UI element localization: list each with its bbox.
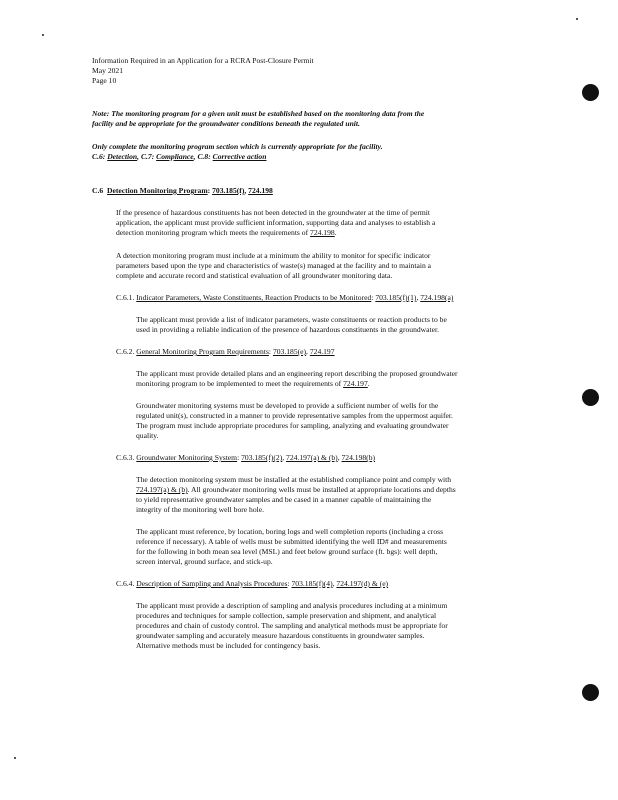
c63-para1-text: . All groundwater monitoring wells must be installed at appropriate locations and depths (187, 485, 456, 494)
separator: , (306, 347, 310, 356)
separator: : (207, 186, 213, 195)
ref-724-197-link[interactable]: 724.197 (309, 347, 335, 356)
section-c62-heading (116, 347, 335, 357)
c8-label: , C.8: (193, 152, 213, 161)
c62-para2-line1: Groundwater monitoring systems must be developed to provide a sufficient number of wells for the (136, 401, 439, 410)
ref-724-198-a-link[interactable]: 724.198(a) (420, 293, 454, 302)
c62-para2-line3: The program must include appropriate procedures for sampling, analyzing and evaluating groundwater (136, 421, 449, 430)
section-c61-heading (116, 293, 453, 303)
separator: , (337, 453, 342, 462)
section-c61-number: C.6.1. (116, 293, 137, 302)
c62-para2-line2: regulated unit(s), constructed in a manner to provide representative samples from the uppermost aquifer. (136, 411, 453, 420)
c63-para1-line3: to yield representative groundwater samples and be cased in a manner capable of maintaining the (136, 495, 432, 504)
ref-724-198-link[interactable]: 724.198 (310, 228, 335, 237)
c7-label: , C.7: (137, 152, 157, 161)
c64-para-line5: Alternative methods must be included for contingency basis. (136, 641, 321, 650)
ref-724-197-ab-link[interactable]: 724.197(a) & (b) (136, 485, 188, 494)
c61-para-line1: The applicant must provide a list of indicator parameters, waste constituents or reaction products to be (136, 315, 447, 324)
c63-para2-line1: The applicant must reference, by location, boring logs and well completion reports (including a cross (136, 527, 444, 536)
separator: , (282, 453, 287, 462)
header-title: Information Required in an Application for a RCRA Post-Closure Permit (92, 56, 314, 65)
ref-724-197-ab-link[interactable]: 724.197(a) & (b) (286, 453, 338, 462)
corrective-action-link[interactable]: Corrective action (212, 152, 267, 161)
c64-para-line2: procedures and techniques for sample collection, sample preservation and shipment, and analytical (136, 611, 437, 620)
section-c6-heading (92, 186, 273, 196)
section-c63-heading (116, 453, 375, 463)
ref-724-198-b-link[interactable]: 724.198(b) (341, 453, 376, 462)
ref-724-197-de-link[interactable]: 724.197(d) & (e) (336, 579, 389, 588)
c62-para2-line4: quality. (136, 431, 159, 440)
separator: : (237, 453, 242, 462)
binder-hole-top (582, 84, 599, 101)
section-c62-title: General Monitoring Program Requirements (136, 347, 269, 356)
scan-speck (576, 18, 578, 20)
c64-para-line4: groundwater sampling and accurately measure hazardous constituents in groundwater samples. (136, 631, 425, 640)
c6-para2-line3: complete and accurate record and statistical evaluation of all groundwater monitoring data. (116, 271, 393, 280)
note-line-1: Note: The monitoring program for a given unit must be established based on the monitoring data from the (92, 109, 425, 118)
ref-703-185-f1-link[interactable]: 703.185(f)(1) (375, 293, 417, 302)
scan-speck (42, 34, 44, 36)
ref-724-197-link[interactable]: 724.197 (343, 379, 368, 388)
c63-para1-line1: The detection monitoring system must be installed at the established compliance point and comply with (136, 475, 452, 484)
section-c62-number: C.6.2. (116, 347, 137, 356)
only-complete-line-2 (92, 152, 266, 162)
c63-para2-line4: screen interval, ground surface, and stick-up. (136, 557, 273, 566)
only-complete-line-1: Only complete the monitoring program section which is currently appropriate for the facility. (92, 142, 383, 151)
separator: : (371, 293, 376, 302)
c6-label: C.6: (92, 152, 108, 161)
binder-hole-bottom (582, 684, 599, 701)
c62-para1-text: monitoring program to be implemented to meet the requirements of (136, 379, 344, 388)
c64-para-line3: procedures and chain of custody control. The sampling and analytical methods must be appropriate for (136, 621, 448, 630)
c64-para-line1: The applicant must provide a description of sampling and analysis procedures including at a minimum (136, 601, 448, 610)
section-c64-heading (116, 579, 388, 589)
c62-para1-line2 (136, 379, 370, 389)
c6-para2-line2: parameters based upon the type and characteristics of waste(s) managed at the facility and to maintain a (116, 261, 432, 270)
note-line-2: facility and be appropriate for the groundwater conditions beneath the regulated unit. (92, 119, 360, 128)
ref-703-185-f-link[interactable]: 703.185(f) (212, 186, 245, 195)
separator: : (268, 347, 273, 356)
ref-724-198-link[interactable]: 724.198 (248, 186, 273, 195)
detection-link[interactable]: Detection (107, 152, 138, 161)
separator: , (244, 186, 249, 195)
header-page: Page 10 (92, 76, 117, 85)
c63-para1-line2 (136, 485, 456, 495)
period: . (334, 228, 337, 237)
section-c63-number: C.6.3. (116, 453, 137, 462)
header-date: May 2021 (92, 66, 124, 75)
c61-para-line2: used in providing a reliable indication of the presence of hazardous constituents in the groundwater. (136, 325, 440, 334)
binder-hole-middle (582, 389, 599, 406)
compliance-link[interactable]: Compliance (156, 152, 194, 161)
section-c64-number: C.6.4. (116, 579, 137, 588)
c63-para2-line3: for the following in both mean sea level (MSL) and feet below ground surface (ft. bgs): well depth, (136, 547, 438, 556)
section-c63-title: Groundwater Monitoring System (136, 453, 238, 462)
section-c6-title: Detection Monitoring Program (106, 186, 208, 195)
section-c6-number: C.6 (92, 186, 104, 195)
section-c61-title: Indicator Parameters, Waste Constituents, Reaction Products to be Monitored (136, 293, 372, 302)
c63-para1-line4: integrity of the monitoring well bore hole. (136, 505, 265, 514)
section-c64-title: Description of Sampling and Analysis Procedures (136, 579, 288, 588)
c62-para1-line1: The applicant must provide detailed plans and an engineering report describing the proposed groundwater (136, 369, 458, 378)
c6-para1-text: detection monitoring program which meets the requirements of (116, 228, 311, 237)
c6-para1-line2: application, the applicant must provide sufficient information, supporting data and analyses to establish a (116, 218, 436, 227)
c63-para2-line2: reference if necessary). A table of wells must be submitted identifying the well ID# and measurements (136, 537, 447, 546)
ref-703-185-f4-link[interactable]: 703.185(f)(4) (291, 579, 333, 588)
c6-para1-line3 (116, 228, 337, 238)
c6-para1-line1: If the presence of hazardous constituents has not been detected in the groundwater at the time of permit (116, 208, 430, 217)
period: . (367, 379, 370, 388)
separator: : (287, 579, 292, 588)
scan-speck (14, 757, 16, 759)
separator: , (332, 579, 337, 588)
c6-para2-line1: A detection monitoring program must include at a minimum the ability to monitor for specific indicator (116, 251, 431, 260)
ref-703-185-f2-link[interactable]: 703.185(f)(2) (241, 453, 283, 462)
ref-703-185-e-link[interactable]: 703.185(e) (272, 347, 307, 356)
separator: , (416, 293, 421, 302)
